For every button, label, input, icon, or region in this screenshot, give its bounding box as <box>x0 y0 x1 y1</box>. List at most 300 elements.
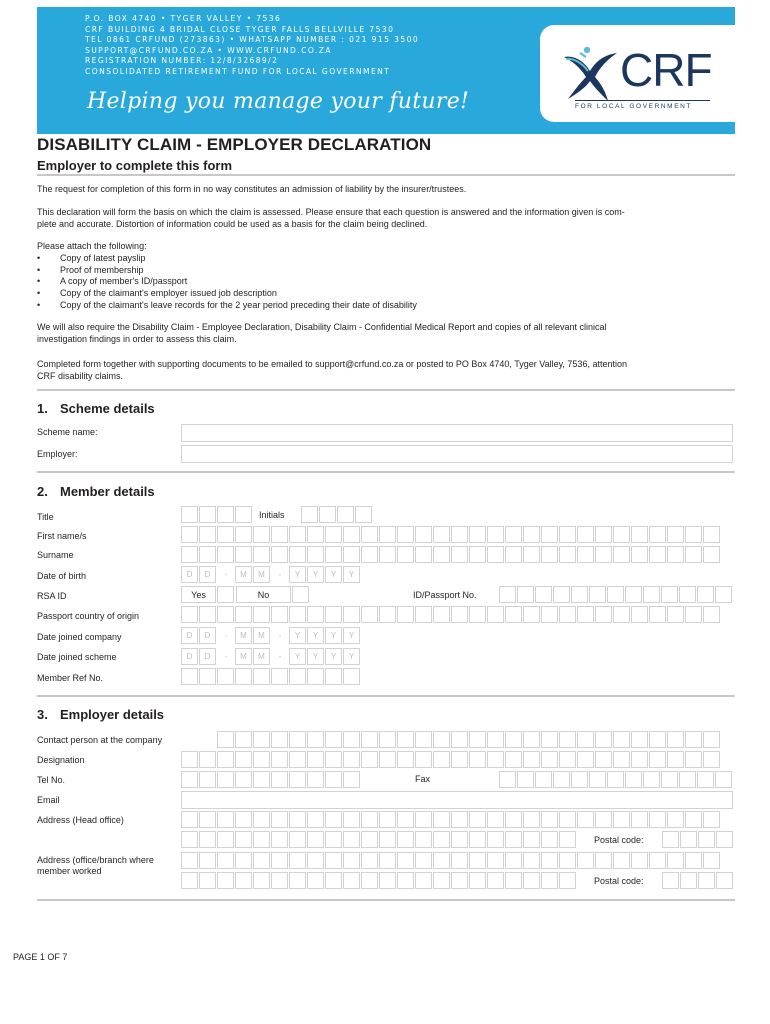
char-cell[interactable] <box>685 731 702 748</box>
char-cell[interactable] <box>325 668 342 685</box>
postal-code-input[interactable] <box>662 831 734 848</box>
char-cell[interactable] <box>217 506 234 523</box>
char-cell[interactable] <box>589 586 606 603</box>
char-cell[interactable] <box>469 751 486 768</box>
char-cell[interactable] <box>613 731 630 748</box>
address-branch-line1-input[interactable] <box>181 852 721 869</box>
char-cell[interactable] <box>667 606 684 623</box>
char-cell[interactable] <box>343 811 360 828</box>
char-cell[interactable] <box>559 731 576 748</box>
char-cell[interactable] <box>181 771 198 788</box>
char-cell[interactable] <box>613 852 630 869</box>
char-cell[interactable] <box>595 546 612 563</box>
char-cell[interactable] <box>703 526 720 543</box>
char-cell[interactable] <box>433 872 450 889</box>
char-cell[interactable] <box>181 872 198 889</box>
char-cell[interactable] <box>289 731 306 748</box>
char-cell[interactable] <box>217 872 234 889</box>
char-cell[interactable] <box>595 606 612 623</box>
char-cell[interactable] <box>523 811 540 828</box>
rsa-id-yes-option[interactable]: Yes <box>181 586 216 603</box>
char-cell[interactable] <box>505 872 522 889</box>
char-cell[interactable] <box>715 771 732 788</box>
char-cell[interactable] <box>307 872 324 889</box>
char-cell[interactable] <box>289 668 306 685</box>
char-cell[interactable] <box>607 586 624 603</box>
char-cell[interactable] <box>307 831 324 848</box>
char-cell[interactable] <box>307 811 324 828</box>
char-cell[interactable] <box>607 771 624 788</box>
char-cell[interactable] <box>577 751 594 768</box>
char-cell[interactable] <box>577 526 594 543</box>
char-cell[interactable] <box>289 526 306 543</box>
char-cell[interactable] <box>301 506 318 523</box>
char-cell[interactable] <box>595 751 612 768</box>
char-cell[interactable] <box>697 586 714 603</box>
char-cell[interactable] <box>217 852 234 869</box>
char-cell[interactable] <box>361 831 378 848</box>
char-cell[interactable] <box>343 831 360 848</box>
year-cell[interactable]: Y <box>325 566 342 583</box>
dob-input[interactable] <box>181 566 361 583</box>
id-passport-input[interactable] <box>499 586 733 603</box>
char-cell[interactable] <box>415 872 432 889</box>
char-cell[interactable] <box>271 526 288 543</box>
char-cell[interactable] <box>559 526 576 543</box>
char-cell[interactable] <box>199 872 216 889</box>
month-cell[interactable]: M <box>253 566 270 583</box>
char-cell[interactable] <box>343 668 360 685</box>
char-cell[interactable] <box>343 526 360 543</box>
char-cell[interactable] <box>487 872 504 889</box>
char-cell[interactable] <box>487 831 504 848</box>
char-cell[interactable] <box>307 526 324 543</box>
char-cell[interactable] <box>541 606 558 623</box>
char-cell[interactable] <box>451 852 468 869</box>
char-cell[interactable] <box>559 606 576 623</box>
char-cell[interactable] <box>415 751 432 768</box>
employer-input[interactable] <box>181 445 733 463</box>
char-cell[interactable] <box>181 606 198 623</box>
char-cell[interactable] <box>517 586 534 603</box>
char-cell[interactable] <box>325 546 342 563</box>
char-cell[interactable] <box>235 852 252 869</box>
day-cell[interactable]: D <box>199 566 216 583</box>
char-cell[interactable] <box>451 546 468 563</box>
char-cell[interactable] <box>379 606 396 623</box>
day-cell[interactable]: D <box>199 648 216 665</box>
char-cell[interactable] <box>577 546 594 563</box>
char-cell[interactable] <box>325 811 342 828</box>
char-cell[interactable] <box>271 771 288 788</box>
char-cell[interactable] <box>469 731 486 748</box>
char-cell[interactable] <box>649 546 666 563</box>
char-cell[interactable] <box>505 606 522 623</box>
char-cell[interactable] <box>397 872 414 889</box>
char-cell[interactable] <box>541 811 558 828</box>
char-cell[interactable] <box>253 526 270 543</box>
char-cell[interactable] <box>469 811 486 828</box>
char-cell[interactable] <box>451 526 468 543</box>
char-cell[interactable] <box>361 811 378 828</box>
char-cell[interactable] <box>559 751 576 768</box>
designation-input[interactable] <box>181 751 721 768</box>
char-cell[interactable] <box>325 526 342 543</box>
char-cell[interactable] <box>415 546 432 563</box>
char-cell[interactable] <box>235 831 252 848</box>
char-cell[interactable] <box>685 852 702 869</box>
char-cell[interactable] <box>505 852 522 869</box>
year-cell[interactable]: Y <box>289 566 306 583</box>
char-cell[interactable] <box>325 872 342 889</box>
day-cell[interactable]: D <box>181 566 198 583</box>
char-cell[interactable] <box>541 731 558 748</box>
char-cell[interactable] <box>235 872 252 889</box>
char-cell[interactable] <box>625 771 642 788</box>
char-cell[interactable] <box>361 526 378 543</box>
char-cell[interactable] <box>703 811 720 828</box>
char-cell[interactable] <box>253 831 270 848</box>
char-cell[interactable] <box>415 606 432 623</box>
char-cell[interactable] <box>559 811 576 828</box>
char-cell[interactable] <box>487 546 504 563</box>
char-cell[interactable] <box>589 771 606 788</box>
char-cell[interactable] <box>199 831 216 848</box>
char-cell[interactable] <box>397 546 414 563</box>
tel-input[interactable] <box>181 771 361 788</box>
char-cell[interactable] <box>217 811 234 828</box>
char-cell[interactable] <box>505 526 522 543</box>
day-cell[interactable]: D <box>181 648 198 665</box>
char-cell[interactable] <box>667 751 684 768</box>
char-cell[interactable] <box>535 771 552 788</box>
char-cell[interactable] <box>253 751 270 768</box>
scheme-name-input[interactable] <box>181 424 733 442</box>
char-cell[interactable] <box>661 771 678 788</box>
char-cell[interactable] <box>487 731 504 748</box>
char-cell[interactable] <box>181 506 198 523</box>
char-cell[interactable] <box>703 731 720 748</box>
char-cell[interactable] <box>289 546 306 563</box>
char-cell[interactable] <box>181 526 198 543</box>
rsa-id-yes-checkbox[interactable] <box>217 586 234 603</box>
char-cell[interactable] <box>685 546 702 563</box>
passport-country-input[interactable] <box>181 606 721 623</box>
char-cell[interactable] <box>343 731 360 748</box>
char-cell[interactable] <box>661 586 678 603</box>
char-cell[interactable] <box>325 852 342 869</box>
char-cell[interactable] <box>595 852 612 869</box>
char-cell[interactable] <box>505 751 522 768</box>
char-cell[interactable] <box>379 852 396 869</box>
char-cell[interactable] <box>685 811 702 828</box>
char-cell[interactable] <box>631 811 648 828</box>
month-cell[interactable]: M <box>253 648 270 665</box>
char-cell[interactable] <box>397 831 414 848</box>
char-cell[interactable] <box>451 831 468 848</box>
member-ref-input[interactable] <box>181 668 361 685</box>
char-cell[interactable] <box>703 751 720 768</box>
char-cell[interactable] <box>181 668 198 685</box>
char-cell[interactable] <box>343 771 360 788</box>
char-cell[interactable] <box>451 872 468 889</box>
char-cell[interactable] <box>517 771 534 788</box>
char-cell[interactable] <box>613 526 630 543</box>
char-cell[interactable] <box>667 546 684 563</box>
year-cell[interactable]: Y <box>307 648 324 665</box>
char-cell[interactable] <box>217 831 234 848</box>
date-joined-scheme-input[interactable] <box>181 648 361 665</box>
char-cell[interactable] <box>667 526 684 543</box>
char-cell[interactable] <box>307 751 324 768</box>
char-cell[interactable] <box>325 731 342 748</box>
char-cell[interactable] <box>253 852 270 869</box>
char-cell[interactable] <box>613 606 630 623</box>
char-cell[interactable] <box>307 668 324 685</box>
char-cell[interactable] <box>523 831 540 848</box>
char-cell[interactable] <box>523 852 540 869</box>
char-cell[interactable] <box>271 606 288 623</box>
char-cell[interactable] <box>325 606 342 623</box>
char-cell[interactable] <box>343 546 360 563</box>
char-cell[interactable] <box>523 872 540 889</box>
char-cell[interactable] <box>487 751 504 768</box>
char-cell[interactable] <box>487 606 504 623</box>
year-cell[interactable]: Y <box>289 648 306 665</box>
char-cell[interactable] <box>649 811 666 828</box>
char-cell[interactable] <box>571 586 588 603</box>
char-cell[interactable] <box>559 546 576 563</box>
first-names-input[interactable] <box>181 526 721 543</box>
char-cell[interactable] <box>253 668 270 685</box>
char-cell[interactable] <box>631 731 648 748</box>
postal-code-input-2[interactable] <box>662 872 734 889</box>
char-cell[interactable] <box>433 831 450 848</box>
char-cell[interactable] <box>697 771 714 788</box>
char-cell[interactable] <box>235 506 252 523</box>
char-cell[interactable] <box>361 751 378 768</box>
char-cell[interactable] <box>499 771 516 788</box>
char-cell[interactable] <box>271 811 288 828</box>
char-cell[interactable] <box>577 852 594 869</box>
char-cell[interactable] <box>577 731 594 748</box>
char-cell[interactable] <box>253 606 270 623</box>
char-cell[interactable] <box>703 546 720 563</box>
char-cell[interactable] <box>415 526 432 543</box>
char-cell[interactable] <box>595 811 612 828</box>
char-cell[interactable] <box>680 831 697 848</box>
char-cell[interactable] <box>325 771 342 788</box>
char-cell[interactable] <box>703 606 720 623</box>
char-cell[interactable] <box>469 526 486 543</box>
char-cell[interactable] <box>271 852 288 869</box>
char-cell[interactable] <box>505 831 522 848</box>
day-cell[interactable]: D <box>199 627 216 644</box>
char-cell[interactable] <box>199 751 216 768</box>
char-cell[interactable] <box>703 852 720 869</box>
char-cell[interactable] <box>541 852 558 869</box>
char-cell[interactable] <box>307 731 324 748</box>
char-cell[interactable] <box>361 731 378 748</box>
char-cell[interactable] <box>397 731 414 748</box>
char-cell[interactable] <box>319 506 336 523</box>
char-cell[interactable] <box>469 606 486 623</box>
char-cell[interactable] <box>523 606 540 623</box>
char-cell[interactable] <box>235 546 252 563</box>
char-cell[interactable] <box>649 731 666 748</box>
char-cell[interactable] <box>379 526 396 543</box>
char-cell[interactable] <box>199 771 216 788</box>
char-cell[interactable] <box>679 586 696 603</box>
char-cell[interactable] <box>469 831 486 848</box>
month-cell[interactable]: M <box>235 627 252 644</box>
char-cell[interactable] <box>253 811 270 828</box>
char-cell[interactable] <box>253 872 270 889</box>
char-cell[interactable] <box>355 506 372 523</box>
char-cell[interactable] <box>199 506 216 523</box>
year-cell[interactable]: Y <box>289 627 306 644</box>
char-cell[interactable] <box>343 872 360 889</box>
char-cell[interactable] <box>397 526 414 543</box>
char-cell[interactable] <box>199 606 216 623</box>
char-cell[interactable] <box>415 831 432 848</box>
rsa-id-no-option[interactable]: No <box>236 586 291 603</box>
char-cell[interactable] <box>685 751 702 768</box>
char-cell[interactable] <box>343 751 360 768</box>
char-cell[interactable] <box>649 526 666 543</box>
day-cell[interactable]: D <box>181 627 198 644</box>
year-cell[interactable]: Y <box>343 627 360 644</box>
char-cell[interactable] <box>631 526 648 543</box>
char-cell[interactable] <box>199 546 216 563</box>
char-cell[interactable] <box>235 606 252 623</box>
char-cell[interactable] <box>271 546 288 563</box>
char-cell[interactable] <box>217 751 234 768</box>
char-cell[interactable] <box>181 831 198 848</box>
title-input[interactable] <box>181 506 253 523</box>
char-cell[interactable] <box>667 852 684 869</box>
char-cell[interactable] <box>685 606 702 623</box>
char-cell[interactable] <box>667 731 684 748</box>
char-cell[interactable] <box>337 506 354 523</box>
char-cell[interactable] <box>716 831 733 848</box>
char-cell[interactable] <box>577 811 594 828</box>
fax-input[interactable] <box>499 771 733 788</box>
char-cell[interactable] <box>433 731 450 748</box>
char-cell[interactable] <box>541 751 558 768</box>
char-cell[interactable] <box>433 606 450 623</box>
char-cell[interactable] <box>433 811 450 828</box>
char-cell[interactable] <box>541 831 558 848</box>
char-cell[interactable] <box>505 811 522 828</box>
char-cell[interactable] <box>361 852 378 869</box>
date-joined-company-input[interactable] <box>181 627 361 644</box>
char-cell[interactable] <box>343 606 360 623</box>
initials-input[interactable] <box>301 506 373 523</box>
char-cell[interactable] <box>595 731 612 748</box>
char-cell[interactable] <box>235 668 252 685</box>
char-cell[interactable] <box>541 526 558 543</box>
char-cell[interactable] <box>325 831 342 848</box>
char-cell[interactable] <box>698 831 715 848</box>
char-cell[interactable] <box>343 852 360 869</box>
char-cell[interactable] <box>235 811 252 828</box>
address-branch-line2-input[interactable] <box>181 872 577 889</box>
char-cell[interactable] <box>181 852 198 869</box>
char-cell[interactable] <box>469 852 486 869</box>
char-cell[interactable] <box>235 771 252 788</box>
year-cell[interactable]: Y <box>307 566 324 583</box>
char-cell[interactable] <box>433 526 450 543</box>
char-cell[interactable] <box>559 831 576 848</box>
char-cell[interactable] <box>379 872 396 889</box>
char-cell[interactable] <box>625 586 642 603</box>
char-cell[interactable] <box>451 751 468 768</box>
char-cell[interactable] <box>289 811 306 828</box>
char-cell[interactable] <box>379 546 396 563</box>
contact-person-input[interactable] <box>217 731 721 748</box>
char-cell[interactable] <box>289 751 306 768</box>
char-cell[interactable] <box>523 546 540 563</box>
char-cell[interactable] <box>523 526 540 543</box>
char-cell[interactable] <box>680 872 697 889</box>
char-cell[interactable] <box>235 526 252 543</box>
char-cell[interactable] <box>643 586 660 603</box>
char-cell[interactable] <box>235 751 252 768</box>
char-cell[interactable] <box>505 731 522 748</box>
char-cell[interactable] <box>631 852 648 869</box>
char-cell[interactable] <box>181 751 198 768</box>
char-cell[interactable] <box>271 872 288 889</box>
char-cell[interactable] <box>523 731 540 748</box>
year-cell[interactable]: Y <box>325 648 342 665</box>
char-cell[interactable] <box>379 731 396 748</box>
char-cell[interactable] <box>379 751 396 768</box>
month-cell[interactable]: M <box>253 627 270 644</box>
char-cell[interactable] <box>535 586 552 603</box>
char-cell[interactable] <box>379 831 396 848</box>
char-cell[interactable] <box>253 771 270 788</box>
char-cell[interactable] <box>649 606 666 623</box>
char-cell[interactable] <box>289 771 306 788</box>
char-cell[interactable] <box>217 771 234 788</box>
char-cell[interactable] <box>361 872 378 889</box>
char-cell[interactable] <box>181 546 198 563</box>
char-cell[interactable] <box>716 872 733 889</box>
year-cell[interactable]: Y <box>307 627 324 644</box>
char-cell[interactable] <box>325 751 342 768</box>
char-cell[interactable] <box>289 606 306 623</box>
char-cell[interactable] <box>613 751 630 768</box>
char-cell[interactable] <box>433 852 450 869</box>
char-cell[interactable] <box>397 751 414 768</box>
char-cell[interactable] <box>649 852 666 869</box>
char-cell[interactable] <box>643 771 660 788</box>
char-cell[interactable] <box>698 872 715 889</box>
char-cell[interactable] <box>397 852 414 869</box>
char-cell[interactable] <box>271 831 288 848</box>
char-cell[interactable] <box>307 771 324 788</box>
month-cell[interactable]: M <box>235 566 252 583</box>
char-cell[interactable] <box>253 546 270 563</box>
char-cell[interactable] <box>307 852 324 869</box>
char-cell[interactable] <box>271 731 288 748</box>
char-cell[interactable] <box>289 831 306 848</box>
char-cell[interactable] <box>662 831 679 848</box>
address-head-line1-input[interactable] <box>181 811 721 828</box>
char-cell[interactable] <box>559 852 576 869</box>
char-cell[interactable] <box>199 668 216 685</box>
